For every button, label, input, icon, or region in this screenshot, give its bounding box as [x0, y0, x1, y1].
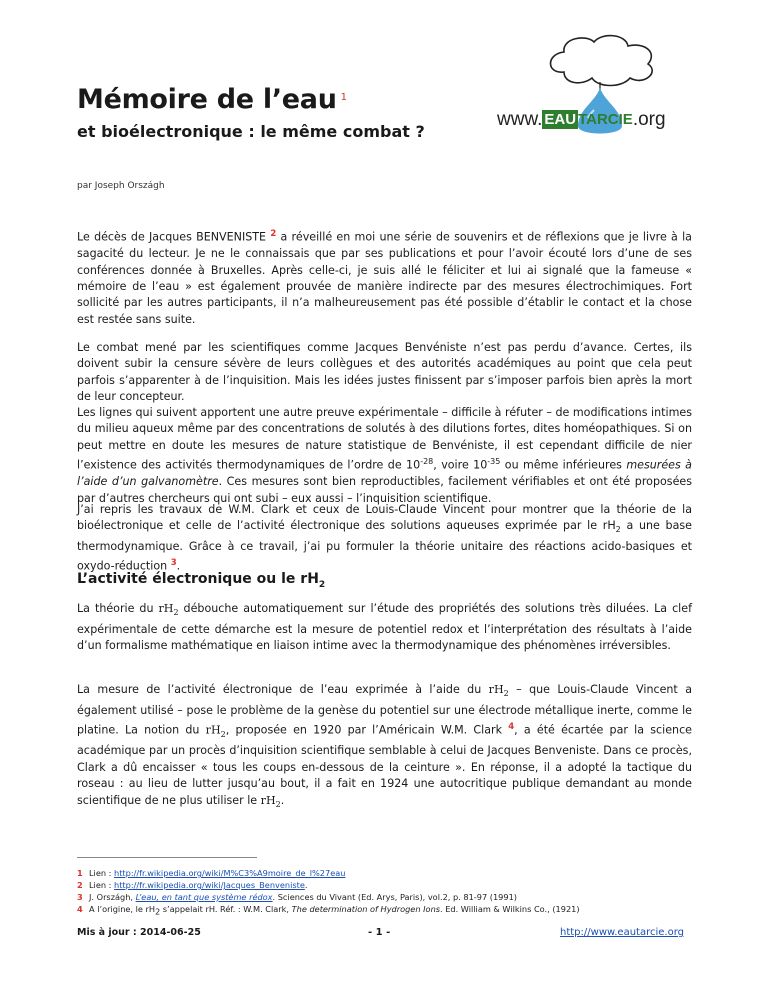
- paragraph-5: La théorie du $rH_2$ débouche automatiquement sur l’étude des propriétés des solutions très diluées. La clef expérimentale de cette démarche est la mesure de potentiel redox et l’interprétation des résultats à l’aide d’un formalisme mathématique en liaison intime avec la thermodynamique des phénomènes irréversibles.: [77, 602, 692, 653]
- page-subtitle: et bioélectronique : le même combat ?: [77, 122, 425, 141]
- footer-update-date: Mis à jour : 2014-06-25: [77, 927, 201, 938]
- section-heading: L’activité électronique ou le $rH_2$: [77, 571, 326, 590]
- footnote-4: 4 A l’origine, le rH2 s’appelait rH. Réf. : W.M. Clark, The determination of Hydrogen Ions. Ed. William & Wilkins Co., (1921): [77, 904, 580, 917]
- footer-page-number: - 1 -: [368, 927, 391, 938]
- page-title: Mémoire de l’eau $^1$: [77, 84, 347, 115]
- footnote-2: 2 Lien : http://fr.wikipedia.org/wiki/Jacques_Benveniste.: [77, 880, 308, 890]
- footnote-divider: [77, 857, 257, 858]
- paragraph-2: Le combat mené par les scientifiques comme Jacques Benvéniste n’est pas perdu d’avance. Certes, ils doivent subir la censure sévère de leurs collègues et des autorités académiques au point que cela peut parfois s’apparenter à de l’inquisition. Mais les idées justes finissent par s’imposer parfois bien après la mort de leur concepteur.: [77, 341, 692, 404]
- paragraph-6: La mesure de l’activité électronique de l’eau exprimée à l’aide du $rH_2$ – que Louis-Claude Vincent a également utilisé – pose le problème de la genèse du potentiel sur une électrode métallique inerte, comme le platine. La notion du $rH_2$, proposée en 1920 par l’Américain W.M. Clark $^4$, a été écartée par la science académique par un procès d’inquisition scientifique semblable à celui de Jacques Benveniste. Dans ce procès, Clark a dû encaisser « tous les coups en-dessous de la ceinture ». En réponse, il a adopté la tactique du roseau : au lieu de lutter jusqu’au bout, il a fait en 1924 une autocritique publique demandant au monde scientifique de ne plus utiliser le $rH_2$.: [77, 683, 692, 809]
- paragraph-3: Les lignes qui suivent apportent une autre preuve expérimentale – difficile à réfuter – de modifications intimes du milieu aqueux même par des concentrations de solutés à des dilutions fortes, dites homéopathiques. Si on peut mettre en doute les mesures de nature statistique de Benvéniste, il est cependant difficile de nier l’existence des activités thermodynamiques de l’ordre de $10^{-28}$, voire $10^{-35}$ ou même inférieures mesurées à l’aide d’un galvanomètre. Ces mesures sont bien reproductibles, facilement vérifiables et ont été proposées par d’autres chercheurs qui ont subi – eux aussi – l’inquisition scientifique.: [77, 406, 692, 505]
- footnote-3-link[interactable]: L’eau, en tant que système rédox: [135, 892, 273, 902]
- footnote-1: 1 Lien : http://fr.wikipedia.org/wiki/M%C3%A9moire_de_l%27eau: [77, 868, 346, 878]
- footer-website-link[interactable]: http://www.eautarcie.org: [560, 927, 684, 938]
- footnote-3: 3 J. Országh, L’eau, en tant que système rédox. Sciences du Vivant (Ed. Arys, Paris), vol.2, p. 81-97 (1991): [77, 892, 518, 902]
- cloud-icon: [551, 36, 653, 86]
- author-line: par Joseph Országh: [77, 181, 165, 191]
- footnote-1-link[interactable]: http://fr.wikipedia.org/wiki/M%C3%A9moire_de_l%27eau: [114, 868, 346, 878]
- logo-wordmark: www. EAU TARCIE.org: [497, 109, 666, 130]
- footnote-ref-1[interactable]: 1: [340, 92, 347, 103]
- paragraph-1: Le décès de Jacques BENVENISTE $^2$ a réveillé en moi une série de souvenirs et de réflexions que je livre à la sagacité du lecteur. Je ne le connaissais que par ses publications et pour l’avoir écouté lors d’une de ses conférences donnée à Bruxelles. Après celle-ci, je suis allé le féliciter et lui ai signalé que la fameuse « mémoire de l’eau » est également prouvée de manière indirecte par des mesures électrochimiques. Fort sollicité par les autres participants, il n’a malheureusement pas été possible d’établir le contact et la chose est restée sans suite.: [77, 229, 692, 326]
- footnote-ref-4[interactable]: 4: [508, 722, 515, 733]
- footnote-ref-3[interactable]: 3: [170, 558, 177, 569]
- footnote-ref-2[interactable]: 2: [270, 229, 277, 239]
- footnote-2-link[interactable]: http://fr.wikipedia.org/wiki/Jacques_Benveniste: [114, 880, 305, 890]
- paragraph-4: J’ai repris les travaux de W.M. Clark et ceux de Louis-Claude Vincent pour montrer que la théorie de la bioélectronique et celle de l’activité électronique des solutions aqueuses exprimée par le $rH_2$ a une base thermodynamique. Grâce à ce travail, j’ai pu formuler la théorie unitaire des réactions acido-basiques et oxydo-réduction $^3$.: [77, 503, 693, 574]
